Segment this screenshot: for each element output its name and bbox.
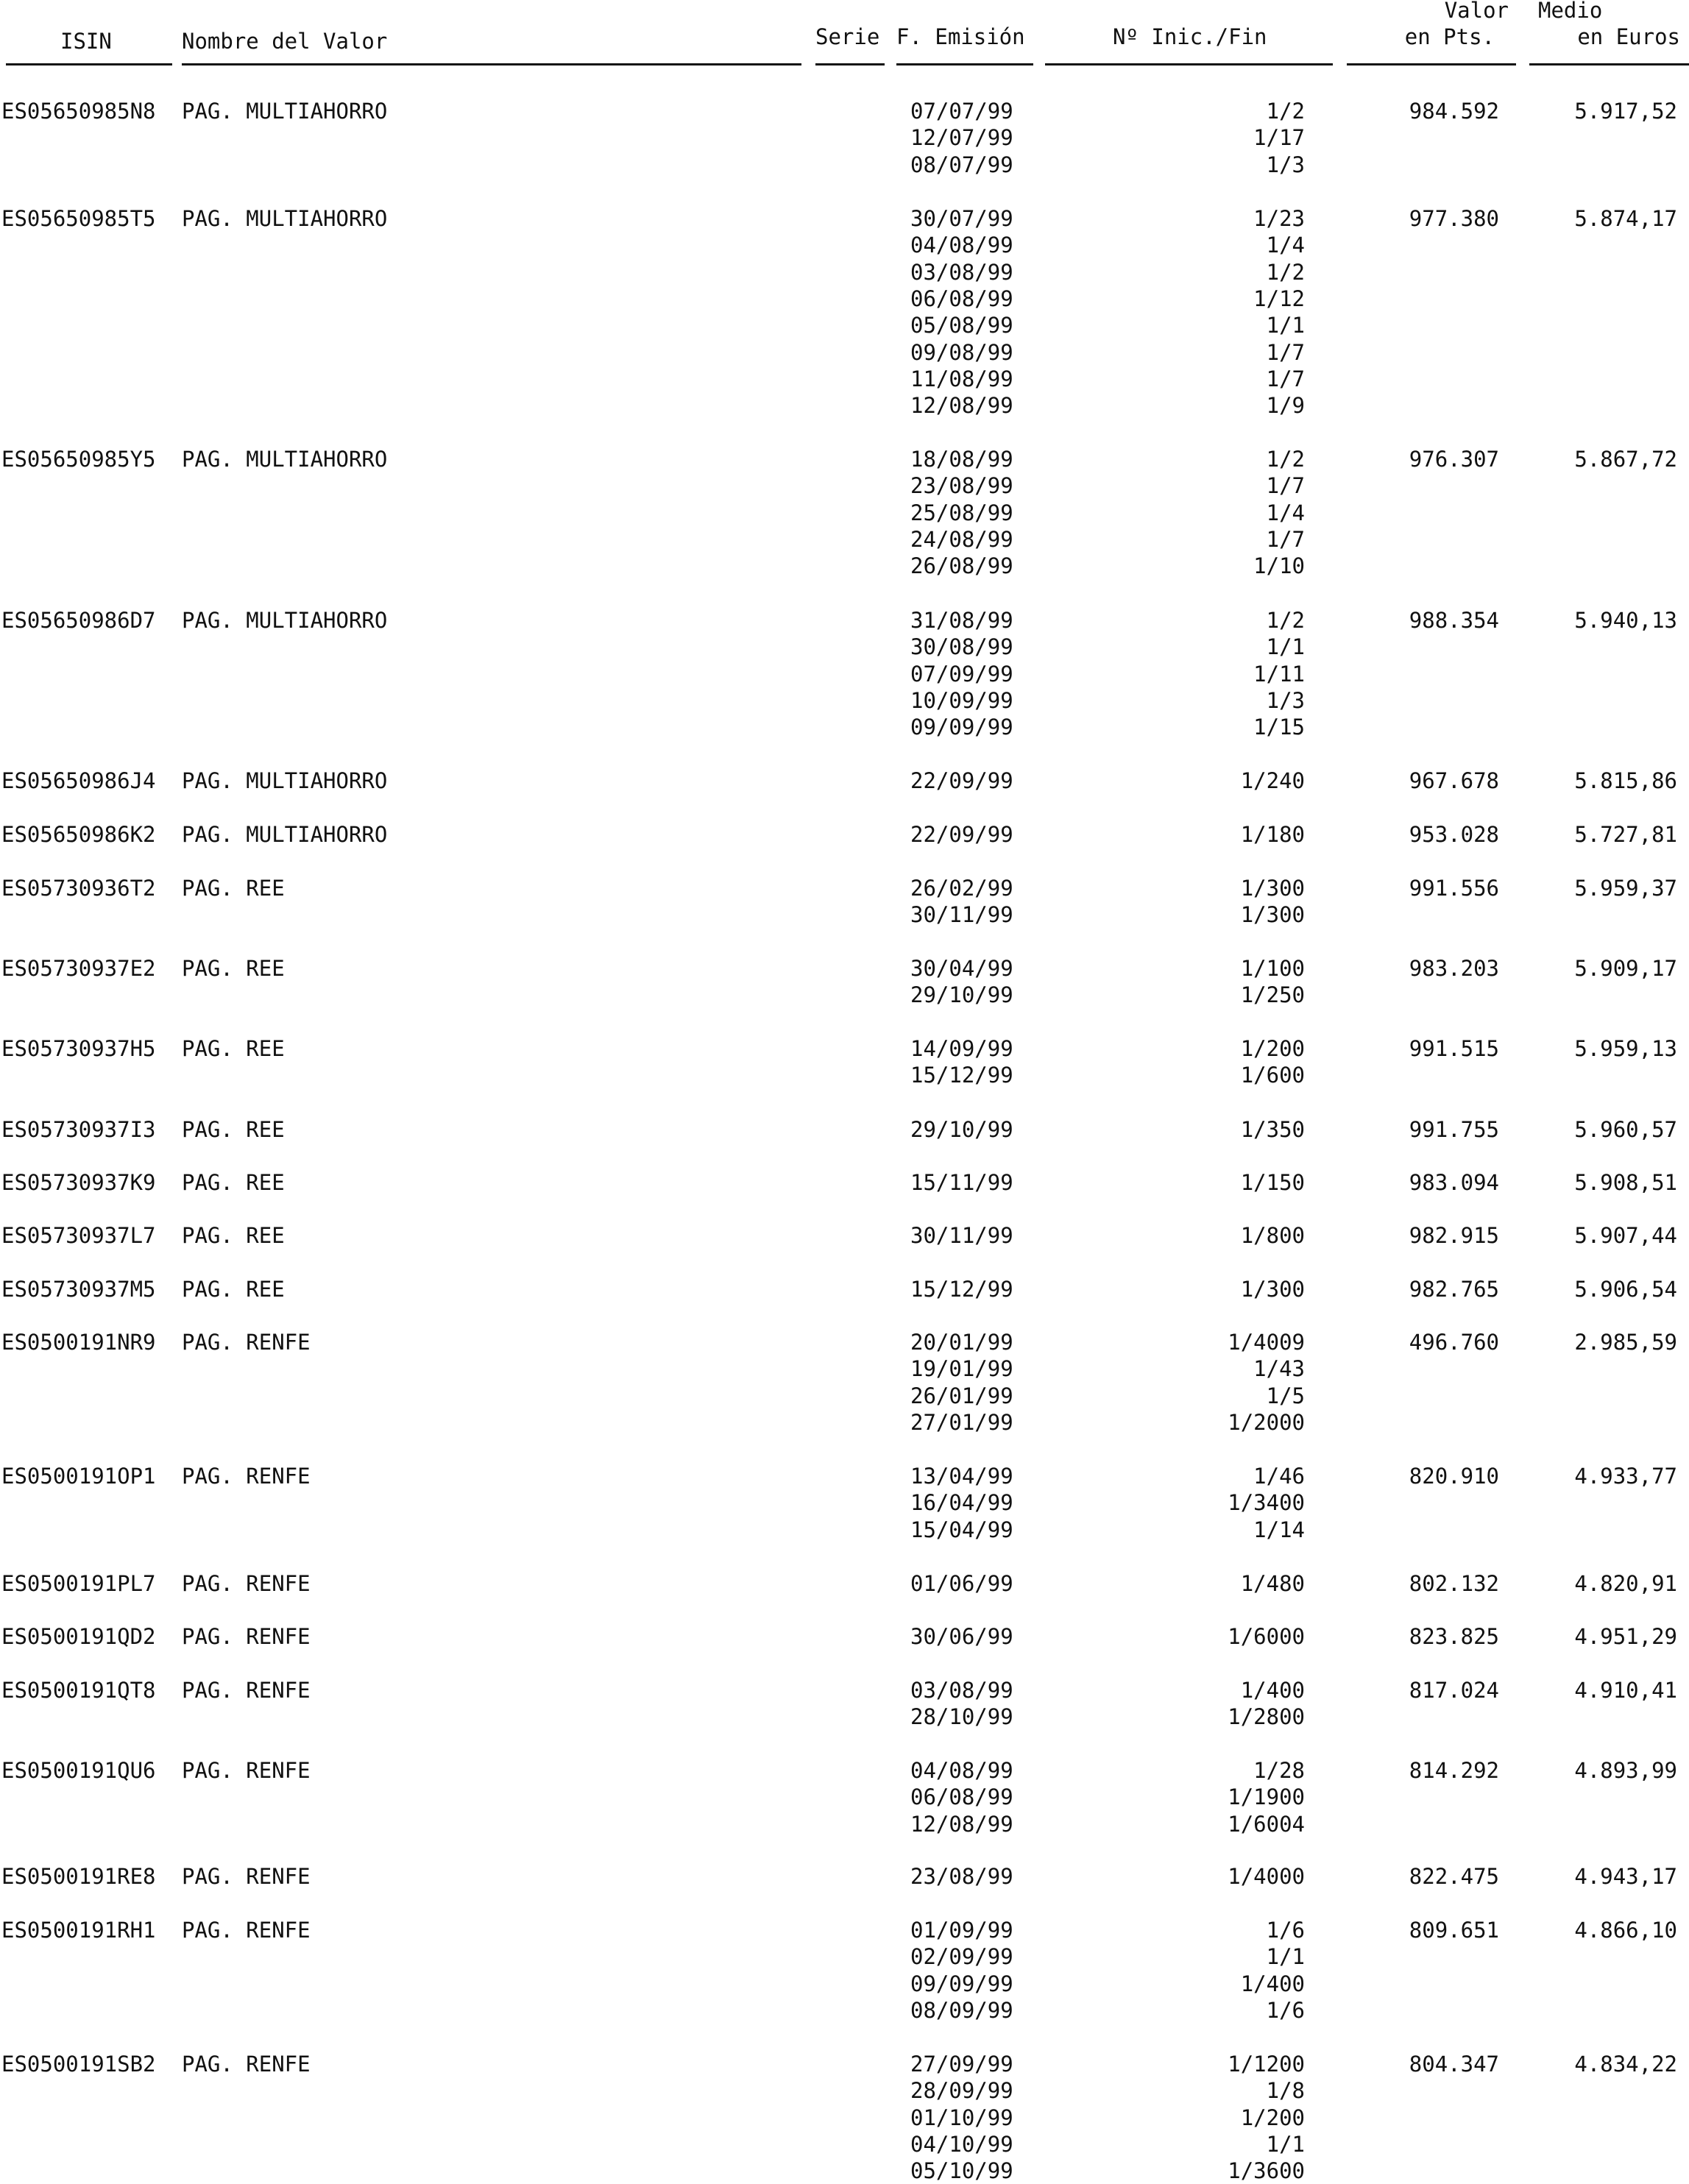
valor-eur-cell: 4.820,91 [1574, 1571, 1677, 1596]
issue-line [0, 286, 1689, 312]
numero-cell: 1/6 [1266, 1997, 1305, 2023]
isin-cell: ES0500191QD2 [1, 1624, 156, 1649]
valor-eur-cell: 5.907,44 [1574, 1223, 1677, 1248]
nombre-cell: PAG. MULTIAHORRO [182, 608, 388, 633]
header-fecha: F. Emisión [896, 24, 1025, 49]
issue-line [0, 1463, 1689, 1489]
numero-cell: 1/2800 [1228, 1704, 1305, 1730]
issue-line [0, 1329, 1689, 1355]
header-underline-fecha [896, 63, 1033, 65]
header-underline-isin [6, 63, 172, 65]
valor-eur-cell: 5.917,52 [1574, 99, 1677, 124]
issue-line [0, 2051, 1689, 2077]
fecha-cell: 03/08/99 [910, 1678, 1013, 1703]
issue-line [0, 2105, 1689, 2131]
valor-eur-cell: 5.908,51 [1574, 1170, 1677, 1195]
issue-line [0, 1409, 1689, 1436]
valor-pts-cell: 991.515 [1409, 1036, 1499, 1061]
issue-line [0, 687, 1689, 714]
isin-cell: ES05730937M5 [1, 1277, 156, 1302]
issue-line [0, 955, 1689, 982]
fecha-cell: 30/06/99 [910, 1624, 1013, 1649]
nombre-cell: PAG. MULTIAHORRO [182, 822, 388, 847]
issue-line [0, 1355, 1689, 1382]
issue-line [0, 714, 1689, 740]
valor-pts-cell: 822.475 [1409, 1864, 1499, 1889]
issue-line [0, 1517, 1689, 1543]
numero-cell: 1/300 [1240, 876, 1305, 901]
fecha-cell: 29/10/99 [910, 1117, 1013, 1142]
numero-cell: 1/11 [1253, 661, 1305, 687]
fecha-cell: 15/12/99 [910, 1277, 1013, 1302]
fecha-cell: 30/07/99 [910, 206, 1013, 231]
fecha-cell: 13/04/99 [910, 1464, 1013, 1489]
fecha-cell: 04/10/99 [910, 2131, 1013, 2157]
issue-line [0, 392, 1689, 419]
nombre-cell: PAG. RENFE [182, 1678, 311, 1703]
fecha-cell: 09/09/99 [910, 715, 1013, 740]
numero-cell: 1/2 [1266, 447, 1305, 472]
issue-line [0, 1917, 1689, 1943]
header-underline-pts [1347, 63, 1516, 65]
numero-cell: 1/6004 [1228, 1811, 1305, 1837]
isin-cell: ES0500191NR9 [1, 1330, 156, 1355]
issue-line [0, 152, 1689, 178]
fecha-cell: 01/06/99 [910, 1571, 1013, 1596]
issue-line [0, 446, 1689, 472]
numero-cell: 1/46 [1253, 1464, 1305, 1489]
numero-cell: 1/5 [1266, 1383, 1305, 1408]
issue-line [0, 1062, 1689, 1088]
numero-cell: 1/7 [1266, 366, 1305, 391]
numero-cell: 1/350 [1240, 1117, 1305, 1142]
numero-cell: 1/200 [1240, 2105, 1305, 2130]
fecha-cell: 22/09/99 [910, 768, 1013, 793]
issue-line [0, 767, 1689, 794]
nombre-cell: PAG. MULTIAHORRO [182, 99, 388, 124]
numero-cell: 1/7 [1266, 526, 1305, 552]
nombre-cell: PAG. RENFE [182, 1624, 311, 1649]
numero-cell: 1/1200 [1228, 2052, 1305, 2077]
issue-line [0, 472, 1689, 499]
issue-line [0, 1276, 1689, 1302]
issue-line [0, 1943, 1689, 1970]
fecha-cell: 27/01/99 [910, 1409, 1013, 1435]
fecha-cell: 19/01/99 [910, 1356, 1013, 1382]
fecha-cell: 12/07/99 [910, 125, 1013, 151]
issue-line [0, 1703, 1689, 1730]
numero-cell: 1/10 [1253, 553, 1305, 579]
numero-cell: 1/300 [1240, 1277, 1305, 1302]
issue-line [0, 821, 1689, 848]
nombre-cell: PAG. RENFE [182, 1464, 311, 1489]
header-underline-eur [1529, 63, 1689, 65]
numero-cell: 1/2 [1266, 608, 1305, 633]
numero-cell: 1/1 [1266, 2131, 1305, 2157]
valor-pts-cell: 823.825 [1409, 1624, 1499, 1649]
numero-cell: 1/15 [1253, 715, 1305, 740]
fecha-cell: 14/09/99 [910, 1036, 1013, 1061]
numero-cell: 1/17 [1253, 125, 1305, 151]
fecha-cell: 06/08/99 [910, 1784, 1013, 1810]
valor-eur-cell: 5.959,37 [1574, 876, 1677, 901]
isin-cell: ES05730937I3 [1, 1117, 156, 1142]
isin-cell: ES0500191SB2 [1, 2052, 156, 2077]
nombre-cell: PAG. RENFE [182, 1918, 311, 1943]
isin-cell: ES05730937K9 [1, 1170, 156, 1195]
numero-cell: 1/240 [1240, 768, 1305, 793]
fecha-cell: 15/04/99 [910, 1517, 1013, 1542]
nombre-cell: PAG. REE [182, 1117, 285, 1142]
valor-pts-cell: 991.556 [1409, 876, 1499, 901]
numero-cell: 1/12 [1253, 286, 1305, 311]
fecha-cell: 05/08/99 [910, 313, 1013, 338]
valor-eur-cell: 5.959,13 [1574, 1036, 1677, 1061]
isin-cell: ES0500191RE8 [1, 1864, 156, 1889]
isin-cell: ES0500191OP1 [1, 1464, 156, 1489]
numero-cell: 1/3400 [1228, 1490, 1305, 1516]
issue-line [0, 1222, 1689, 1249]
nombre-cell: PAG. REE [182, 1223, 285, 1248]
numero-cell: 1/2 [1266, 259, 1305, 285]
issue-line [0, 1997, 1689, 2024]
fecha-cell: 07/09/99 [910, 661, 1013, 687]
numero-cell: 1/4009 [1228, 1330, 1305, 1355]
issue-line [0, 1383, 1689, 1409]
valor-pts-cell: 967.678 [1409, 768, 1499, 793]
isin-cell: ES05650986D7 [1, 608, 156, 633]
issue-line [0, 901, 1689, 928]
header-eur-top: Medio [1538, 0, 1603, 23]
valor-pts-cell: 820.910 [1409, 1464, 1499, 1489]
valor-eur-cell: 4.933,77 [1574, 1464, 1677, 1489]
fecha-cell: 27/09/99 [910, 2052, 1013, 2077]
fecha-cell: 07/07/99 [910, 99, 1013, 124]
header-pts-bottom: en Pts. [1404, 24, 1495, 49]
fecha-cell: 23/08/99 [910, 1864, 1013, 1889]
fecha-cell: 15/12/99 [910, 1063, 1013, 1088]
isin-cell: ES05650985T5 [1, 206, 156, 231]
isin-cell: ES05730936T2 [1, 876, 156, 901]
nombre-cell: PAG. MULTIAHORRO [182, 206, 388, 231]
fecha-cell: 30/11/99 [910, 902, 1013, 928]
header-eur-bottom: en Euros [1577, 24, 1680, 49]
issue-line [0, 661, 1689, 687]
header-underline-numero [1045, 63, 1333, 65]
valor-eur-cell: 5.909,17 [1574, 956, 1677, 981]
valor-pts-cell: 802.132 [1409, 1571, 1499, 1596]
isin-cell: ES05650985Y5 [1, 447, 156, 472]
numero-cell: 1/43 [1253, 1356, 1305, 1382]
numero-cell: 1/300 [1240, 902, 1305, 928]
nombre-cell: PAG. RENFE [182, 1571, 311, 1596]
fecha-cell: 15/11/99 [910, 1170, 1013, 1195]
valor-pts-cell: 804.347 [1409, 2052, 1499, 2077]
header-underline-nombre [182, 63, 801, 65]
issue-line [0, 1570, 1689, 1597]
isin-cell: ES05650986J4 [1, 768, 156, 793]
fecha-cell: 16/04/99 [910, 1490, 1013, 1516]
fecha-cell: 10/09/99 [910, 687, 1013, 713]
numero-cell: 1/480 [1240, 1571, 1305, 1596]
numero-cell: 1/400 [1240, 1678, 1305, 1703]
valor-eur-cell: 5.867,72 [1574, 447, 1677, 472]
valor-eur-cell: 5.815,86 [1574, 768, 1677, 793]
issue-line [0, 2158, 1689, 2184]
fecha-cell: 08/07/99 [910, 152, 1013, 177]
fecha-cell: 31/08/99 [910, 608, 1013, 633]
issue-line [0, 1116, 1689, 1143]
fecha-cell: 28/10/99 [910, 1704, 1013, 1730]
fecha-cell: 04/08/99 [910, 233, 1013, 258]
fecha-cell: 09/08/99 [910, 339, 1013, 365]
isin-cell: ES0500191PL7 [1, 1571, 156, 1596]
valor-eur-cell: 5.874,17 [1574, 206, 1677, 231]
fecha-cell: 30/08/99 [910, 634, 1013, 660]
valor-pts-cell: 982.915 [1409, 1223, 1499, 1248]
issue-line [0, 500, 1689, 526]
numero-cell: 1/100 [1240, 956, 1305, 981]
numero-cell: 1/4 [1266, 500, 1305, 525]
issue-line [0, 1169, 1689, 1196]
numero-cell: 1/14 [1253, 1517, 1305, 1542]
valor-pts-cell: 991.755 [1409, 1117, 1499, 1142]
issue-line [0, 875, 1689, 901]
numero-cell: 1/7 [1266, 339, 1305, 365]
fecha-cell: 26/01/99 [910, 1383, 1013, 1408]
issue-line [0, 2131, 1689, 2158]
issue-line [0, 1757, 1689, 1784]
issue-line [0, 205, 1689, 232]
numero-cell: 1/6 [1266, 1918, 1305, 1943]
nombre-cell: PAG. REE [182, 1170, 285, 1195]
valor-eur-cell: 4.834,22 [1574, 2052, 1677, 2077]
issue-line [0, 366, 1689, 392]
valor-pts-cell: 977.380 [1409, 206, 1499, 231]
issue-line [0, 982, 1689, 1008]
header-serie: Serie [815, 24, 880, 49]
fecha-cell: 06/08/99 [910, 286, 1013, 311]
isin-cell: ES05730937H5 [1, 1036, 156, 1061]
issue-line [0, 232, 1689, 258]
nombre-cell: PAG. RENFE [182, 1864, 311, 1889]
numero-cell: 1/6000 [1228, 1624, 1305, 1649]
header-nombre: Nombre del Valor [182, 29, 388, 54]
valor-pts-cell: 983.203 [1409, 956, 1499, 981]
fecha-cell: 01/09/99 [910, 1918, 1013, 1943]
isin-cell: ES05730937L7 [1, 1223, 156, 1248]
isin-cell: ES0500191QU6 [1, 1758, 156, 1783]
nombre-cell: PAG. RENFE [182, 2052, 311, 2077]
issue-line [0, 1489, 1689, 1516]
valor-pts-cell: 976.307 [1409, 447, 1499, 472]
valor-pts-cell: 984.592 [1409, 99, 1499, 124]
issue-line [0, 1811, 1689, 1837]
numero-cell: 1/600 [1240, 1063, 1305, 1088]
numero-cell: 1/1 [1266, 1944, 1305, 1970]
nombre-cell: PAG. RENFE [182, 1758, 311, 1783]
issue-line [0, 339, 1689, 366]
valor-eur-cell: 2.985,59 [1574, 1330, 1677, 1355]
issue-line [0, 526, 1689, 553]
issue-line [0, 312, 1689, 338]
issue-line [0, 1971, 1689, 1997]
isin-cell: ES05650985N8 [1, 99, 156, 124]
header-isin: ISIN [60, 29, 112, 54]
valor-eur-cell: 4.893,99 [1574, 1758, 1677, 1783]
valor-eur-cell: 5.727,81 [1574, 822, 1677, 847]
fecha-cell: 12/08/99 [910, 1811, 1013, 1837]
fecha-cell: 18/08/99 [910, 447, 1013, 472]
fecha-cell: 12/08/99 [910, 393, 1013, 419]
fecha-cell: 04/08/99 [910, 1758, 1013, 1783]
numero-cell: 1/180 [1240, 822, 1305, 847]
issue-line [0, 2077, 1689, 2104]
fecha-cell: 30/04/99 [910, 956, 1013, 981]
issue-line [0, 1784, 1689, 1810]
numero-cell: 1/400 [1240, 1971, 1305, 1996]
numero-cell: 1/8 [1266, 2078, 1305, 2104]
numero-cell: 1/3600 [1228, 2158, 1305, 2184]
numero-cell: 1/9 [1266, 393, 1305, 419]
fecha-cell: 25/08/99 [910, 500, 1013, 525]
numero-cell: 1/2 [1266, 99, 1305, 124]
isin-cell: ES0500191QT8 [1, 1678, 156, 1703]
nombre-cell: PAG. REE [182, 956, 285, 981]
numero-cell: 1/250 [1240, 982, 1305, 1008]
numero-cell: 1/3 [1266, 152, 1305, 177]
valor-pts-cell: 983.094 [1409, 1170, 1499, 1195]
numero-cell: 1/28 [1253, 1758, 1305, 1783]
nombre-cell: PAG. REE [182, 1036, 285, 1061]
fecha-cell: 08/09/99 [910, 1997, 1013, 2023]
valor-pts-cell: 814.292 [1409, 1758, 1499, 1783]
issue-line [0, 1863, 1689, 1890]
issue-line [0, 607, 1689, 634]
header-numero: Nº Inic./Fin [1113, 24, 1267, 49]
nombre-cell: PAG. MULTIAHORRO [182, 447, 388, 472]
numero-cell: 1/7 [1266, 473, 1305, 499]
fecha-cell: 23/08/99 [910, 473, 1013, 499]
nombre-cell: PAG. REE [182, 1277, 285, 1302]
issue-line [0, 553, 1689, 579]
numero-cell: 1/3 [1266, 687, 1305, 713]
issue-line [0, 1623, 1689, 1650]
fecha-cell: 02/09/99 [910, 1944, 1013, 1970]
valor-pts-cell: 817.024 [1409, 1678, 1499, 1703]
fecha-cell: 28/09/99 [910, 2078, 1013, 2104]
nombre-cell: PAG. MULTIAHORRO [182, 768, 388, 793]
isin-cell: ES05730937E2 [1, 956, 156, 981]
fecha-cell: 11/08/99 [910, 366, 1013, 391]
fecha-cell: 09/09/99 [910, 1971, 1013, 1996]
issue-line [0, 1677, 1689, 1703]
isin-cell: ES0500191RH1 [1, 1918, 156, 1943]
numero-cell: 1/800 [1240, 1223, 1305, 1248]
fecha-cell: 05/10/99 [910, 2158, 1013, 2184]
fecha-cell: 26/02/99 [910, 876, 1013, 901]
nombre-cell: PAG. RENFE [182, 1330, 311, 1355]
numero-cell: 1/2000 [1228, 1409, 1305, 1435]
numero-cell: 1/1 [1266, 313, 1305, 338]
valor-eur-cell: 4.943,17 [1574, 1864, 1677, 1889]
valor-pts-cell: 809.651 [1409, 1918, 1499, 1943]
issue-line [0, 1035, 1689, 1062]
numero-cell: 1/1 [1266, 634, 1305, 660]
fecha-cell: 24/08/99 [910, 526, 1013, 552]
numero-cell: 1/1900 [1228, 1784, 1305, 1810]
numero-cell: 1/150 [1240, 1170, 1305, 1195]
numero-cell: 1/200 [1240, 1036, 1305, 1061]
valor-eur-cell: 5.906,54 [1574, 1277, 1677, 1302]
fecha-cell: 30/11/99 [910, 1223, 1013, 1248]
valor-eur-cell: 4.951,29 [1574, 1624, 1677, 1649]
issue-line [0, 98, 1689, 124]
numero-cell: 1/4 [1266, 233, 1305, 258]
valor-pts-cell: 496.760 [1409, 1330, 1499, 1355]
valor-eur-cell: 5.940,13 [1574, 608, 1677, 633]
valor-pts-cell: 988.354 [1409, 608, 1499, 633]
fecha-cell: 29/10/99 [910, 982, 1013, 1008]
fecha-cell: 26/08/99 [910, 553, 1013, 579]
issue-line [0, 259, 1689, 286]
valor-pts-cell: 982.765 [1409, 1277, 1499, 1302]
issue-line [0, 634, 1689, 660]
nombre-cell: PAG. REE [182, 876, 285, 901]
numero-cell: 1/4000 [1228, 1864, 1305, 1889]
valor-eur-cell: 4.866,10 [1574, 1918, 1677, 1943]
fecha-cell: 20/01/99 [910, 1330, 1013, 1355]
valor-eur-cell: 4.910,41 [1574, 1678, 1677, 1703]
fecha-cell: 22/09/99 [910, 822, 1013, 847]
valor-pts-cell: 953.028 [1409, 822, 1499, 847]
issue-line [0, 124, 1689, 151]
isin-cell: ES05650986K2 [1, 822, 156, 847]
numero-cell: 1/23 [1253, 206, 1305, 231]
valor-eur-cell: 5.960,57 [1574, 1117, 1677, 1142]
header-underline-serie [815, 63, 885, 65]
fecha-cell: 01/10/99 [910, 2105, 1013, 2130]
header-pts-top: Valor [1444, 0, 1509, 23]
fecha-cell: 03/08/99 [910, 259, 1013, 285]
